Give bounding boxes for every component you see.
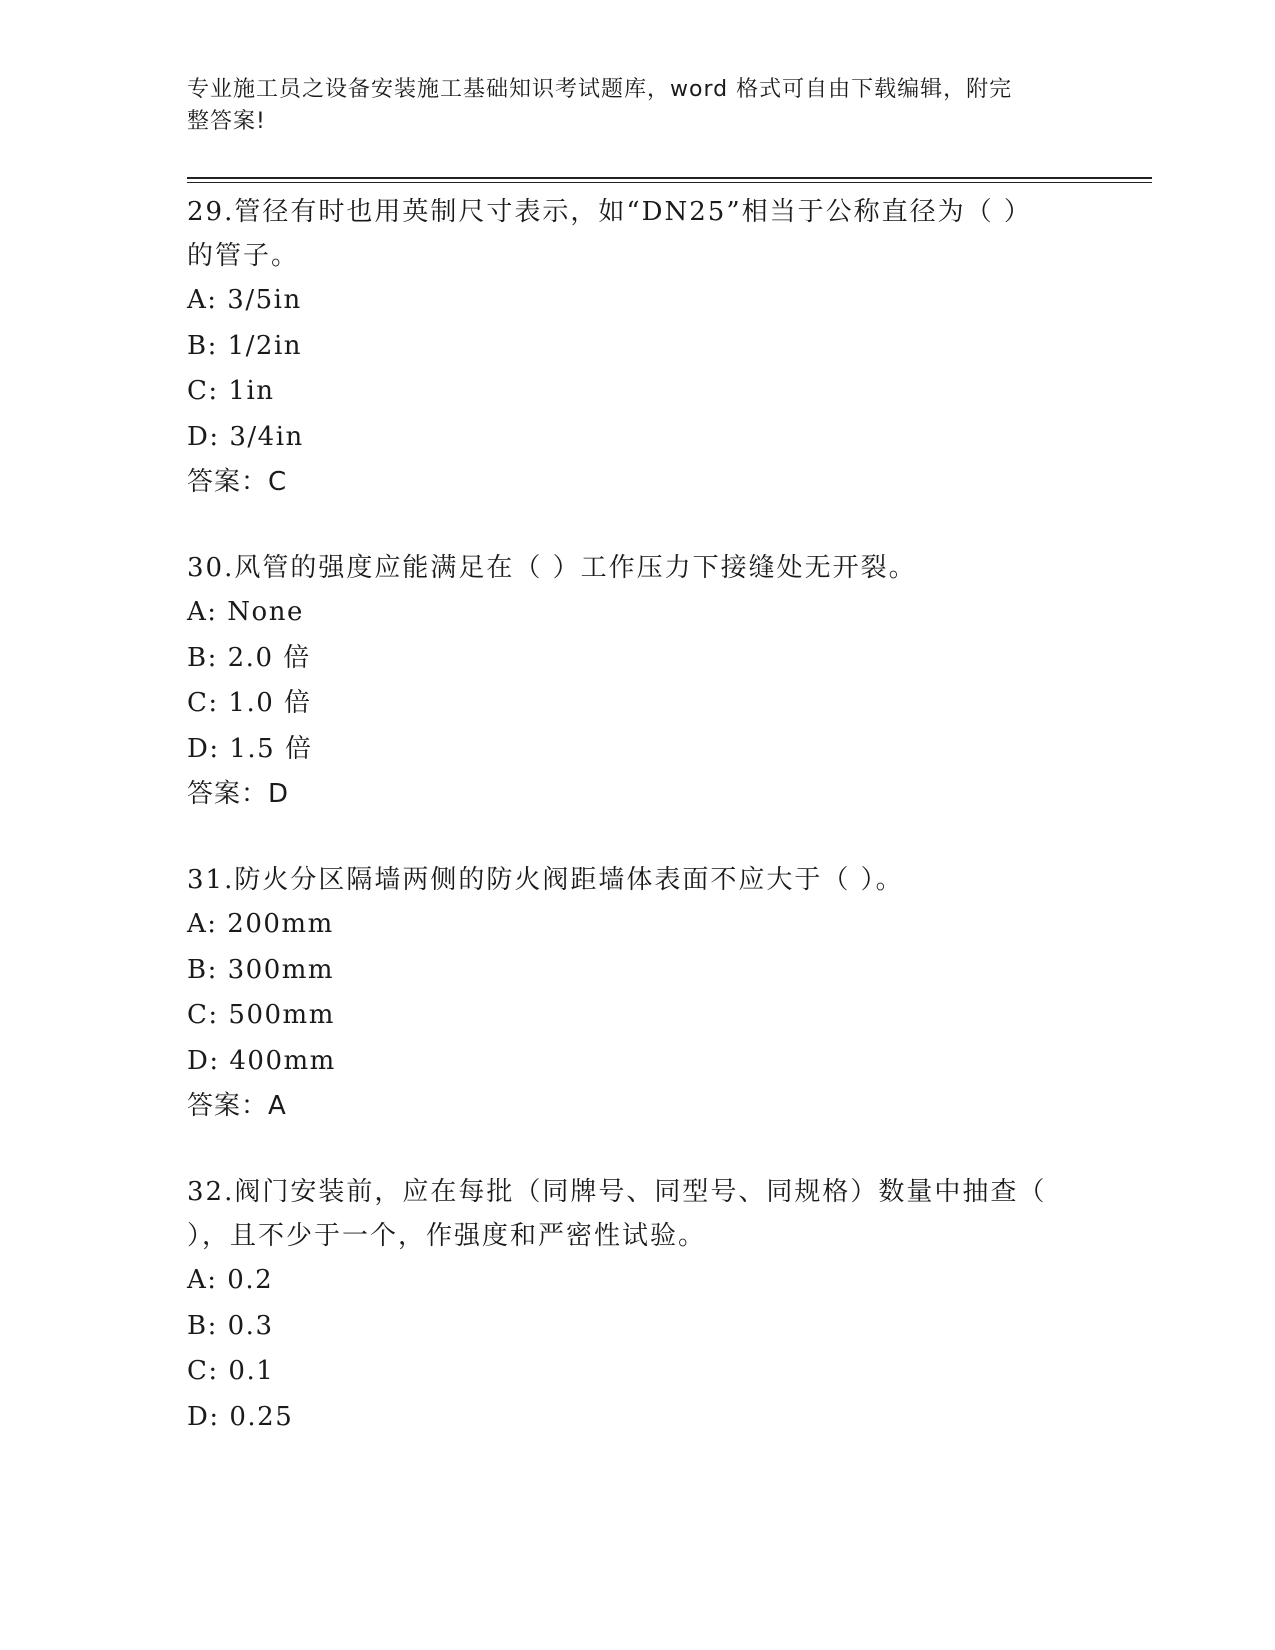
option-a: A: None	[187, 597, 304, 627]
option-a: A: 3/5in	[187, 285, 302, 315]
option-a: A: 0.2	[187, 1265, 274, 1295]
option-c: C: 0.1	[187, 1356, 275, 1386]
question-stem: 30.风管的强度应能满足在（ ）工作压力下接缝处无开裂。	[187, 553, 917, 583]
header-line-2: 整答案!	[187, 109, 266, 134]
question-spacer	[187, 1128, 1067, 1170]
question-stem-line: 29.管径有时也用英制尺寸表示，如“DN25”相当于公称直径为（ ）	[187, 197, 1032, 227]
question-31	[187, 858, 1067, 1128]
answer: 答案：C	[187, 467, 288, 497]
option-b: B: 1/2in	[187, 330, 303, 361]
question-stem-line: 的管子。	[187, 241, 300, 271]
question-list	[187, 190, 1067, 1440]
question-29	[187, 190, 1067, 504]
question-stem-line: 32.阀门安装前，应在每批（同牌号、同型号、同规格）数量中抽查（	[187, 1177, 1047, 1207]
option-a: A: 200mm	[187, 909, 334, 939]
option-b: B: 300mm	[187, 954, 335, 985]
header-line-1: 专业施工员之设备安装施工基础知识考试题库，word 格式可自由下载编辑，附完	[187, 77, 1013, 102]
option-d: D: 1.5 倍	[187, 733, 313, 764]
question-stem	[187, 1170, 1067, 1258]
header-divider-thick	[187, 177, 1152, 179]
option-d: D: 400mm	[187, 1045, 336, 1076]
question-spacer	[187, 504, 1067, 546]
option-d: D: 0.25	[187, 1401, 294, 1432]
answer: 答案：A	[187, 1091, 287, 1121]
option-d: D: 3/4in	[187, 421, 304, 452]
question-spacer	[187, 816, 1067, 858]
question-stem	[187, 190, 1067, 278]
option-b: B: 0.3	[187, 1310, 274, 1341]
option-c: C: 500mm	[187, 1000, 335, 1030]
question-stem: 31.防火分区隔墙两侧的防火阀距墙体表面不应大于（ ）。	[187, 865, 904, 895]
option-c: C: 1in	[187, 376, 275, 406]
header-divider-thin	[187, 182, 1152, 183]
question-30	[187, 546, 1067, 816]
question-32	[187, 1170, 1067, 1440]
question-stem-line: ），且不少于一个，作强度和严密性试验。	[187, 1221, 707, 1251]
option-b: B: 2.0 倍	[187, 642, 311, 673]
answer: 答案：D	[187, 779, 290, 809]
option-c: C: 1.0 倍	[187, 688, 312, 718]
document-header	[187, 74, 1067, 138]
